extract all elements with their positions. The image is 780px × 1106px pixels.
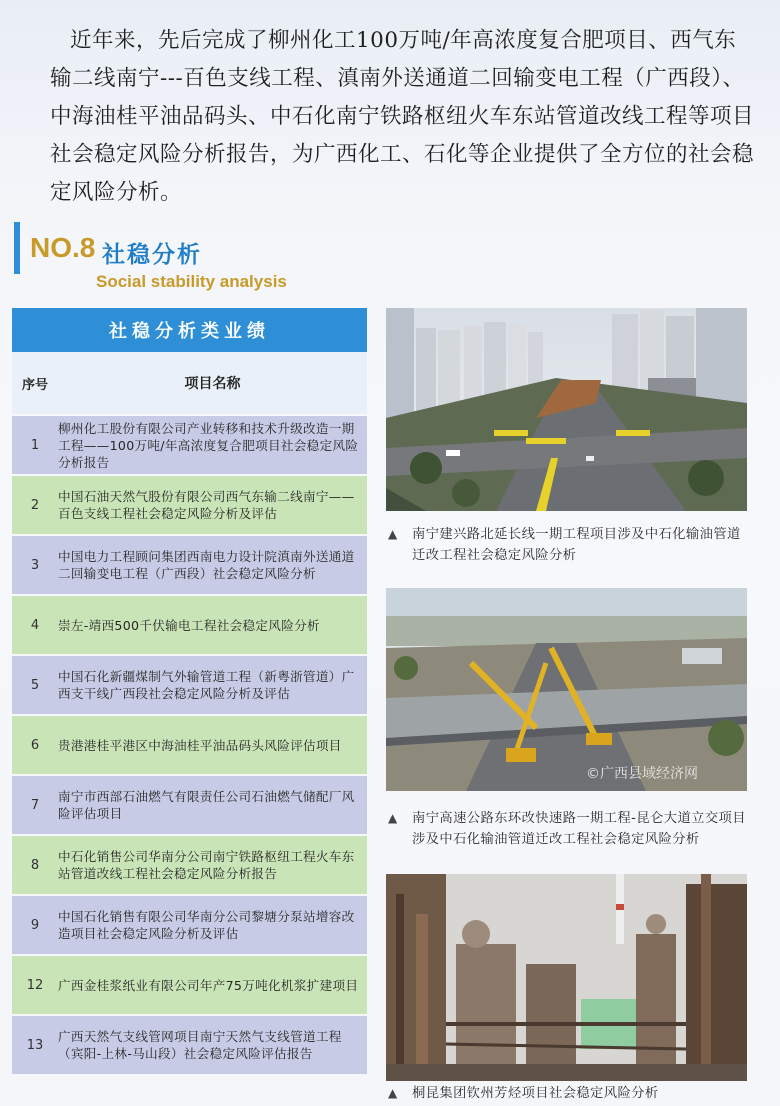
col-header-name: 项目名称 bbox=[184, 376, 241, 392]
col-header-no: 序号 bbox=[21, 377, 48, 393]
table-row bbox=[12, 956, 367, 1014]
section-accent-bar bbox=[14, 222, 20, 274]
table-row bbox=[12, 536, 367, 594]
table-title: 社稳分析类业绩 bbox=[12, 308, 367, 352]
row-name: 中国石化新疆煤制气外输管道工程（新粤浙管道）广西支干线广西段社会稳定风险分析及评估 bbox=[58, 669, 355, 701]
row-name: 中国电力工程顾问集团西南电力设计院滇南外送通道二回输变电工程（广西段）社会稳定风险分析 bbox=[58, 549, 355, 581]
row-no: 7 bbox=[30, 797, 40, 813]
table-row bbox=[12, 836, 367, 894]
row-no: 9 bbox=[30, 917, 40, 933]
photo-caption bbox=[388, 524, 748, 566]
triangle-bullet-icon: ▲ bbox=[388, 527, 398, 541]
row-no: 8 bbox=[30, 857, 40, 873]
row-name: 崇左-靖西500千伏输电工程社会稳定风险分析 bbox=[58, 617, 320, 633]
row-no: 3 bbox=[30, 557, 40, 573]
table-row bbox=[12, 416, 367, 474]
section-title: 社稳分析 bbox=[102, 242, 202, 268]
row-no: 5 bbox=[30, 677, 40, 693]
section-subtitle: Social stability analysis bbox=[96, 272, 287, 291]
table-row bbox=[12, 596, 367, 654]
interchange-construction-illustration bbox=[386, 588, 747, 791]
performance-table bbox=[12, 308, 367, 1074]
table-row bbox=[12, 776, 367, 834]
row-name: 广西天然气支线管网项目南宁天然气支线管道工程（宾阳-上林-马山段）社会稳定风险评估报告 bbox=[58, 1029, 342, 1061]
row-name: 中国石油天然气股份有限公司西气东输二线南宁——百色支线工程社会稳定风险分析及评估 bbox=[58, 489, 355, 521]
triangle-bullet-icon: ▲ bbox=[388, 811, 398, 825]
city-intersection-illustration bbox=[386, 308, 747, 511]
row-name: 柳州化工股份有限公司产业转移和技术升级改造一期工程——100万吨/年高浓度复合肥项目社会稳定风险分析报告 bbox=[58, 420, 359, 470]
photo-caption bbox=[388, 1083, 748, 1104]
row-name: 中石化销售公司华南分公司南宁铁路枢纽工程火车东站管道改线工程社会稳定风险分析报告 bbox=[58, 849, 355, 881]
row-name: 贵港港桂平港区中海油桂平油品码头风险评估项目 bbox=[58, 737, 342, 753]
caption-text: 桐昆集团钦州芳烃项目社会稳定风险分析 bbox=[412, 1086, 659, 1101]
row-name: 中国石化销售有限公司华南分公司黎塘分泵站增容改造项目社会稳定风险分析及评估 bbox=[58, 909, 355, 941]
section-number: NO.8 bbox=[30, 232, 96, 263]
watermark-text: ©广西县域经济网 bbox=[586, 766, 698, 782]
row-no: 6 bbox=[30, 737, 40, 753]
table-header-row bbox=[12, 352, 367, 414]
photo-city-intersection bbox=[386, 308, 747, 511]
refinery-illustration bbox=[386, 874, 747, 1081]
caption-text: 南宁建兴路北延长线一期工程项目涉及中石化输油管道迁改工程社会稳定风险分析 bbox=[412, 527, 741, 563]
row-no: 13 bbox=[26, 1037, 44, 1053]
caption-text: 南宁高速公路东环改快速路一期工程-昆仑大道立交项目涉及中石化输油管道迁改工程社会稳定风险分析 bbox=[412, 811, 746, 847]
row-name: 广西金桂浆纸业有限公司年产75万吨化机浆扩建项目 bbox=[58, 977, 359, 993]
photo-caption bbox=[388, 808, 748, 850]
table-row bbox=[12, 1016, 367, 1074]
triangle-bullet-icon: ▲ bbox=[388, 1086, 398, 1100]
table-row bbox=[12, 476, 367, 534]
row-no: 4 bbox=[30, 617, 40, 633]
table-row bbox=[12, 656, 367, 714]
row-no: 1 bbox=[30, 437, 40, 453]
row-no: 12 bbox=[26, 977, 44, 993]
photo-interchange-construction bbox=[386, 588, 747, 791]
table-row bbox=[12, 896, 367, 954]
row-name: 南宁市西部石油燃气有限责任公司石油燃气储配厂风险评估项目 bbox=[58, 789, 355, 821]
photo-refinery bbox=[386, 874, 747, 1081]
intro-paragraph: 近年来，先后完成了柳州化工100万吨/年高浓度复合肥项目、西气东输二线南宁---百色支线工程、滇南外送通道二回输变电工程（广西段）、中海油桂平油品码头、中石化南宁铁路枢纽火车东站管道改线工程等项目社会稳定风险分析报告，为广西化工、石化等企业提供了全方位的社会稳定风险分析。 bbox=[50, 28, 755, 205]
table-row bbox=[12, 716, 367, 774]
row-no: 2 bbox=[30, 497, 40, 513]
